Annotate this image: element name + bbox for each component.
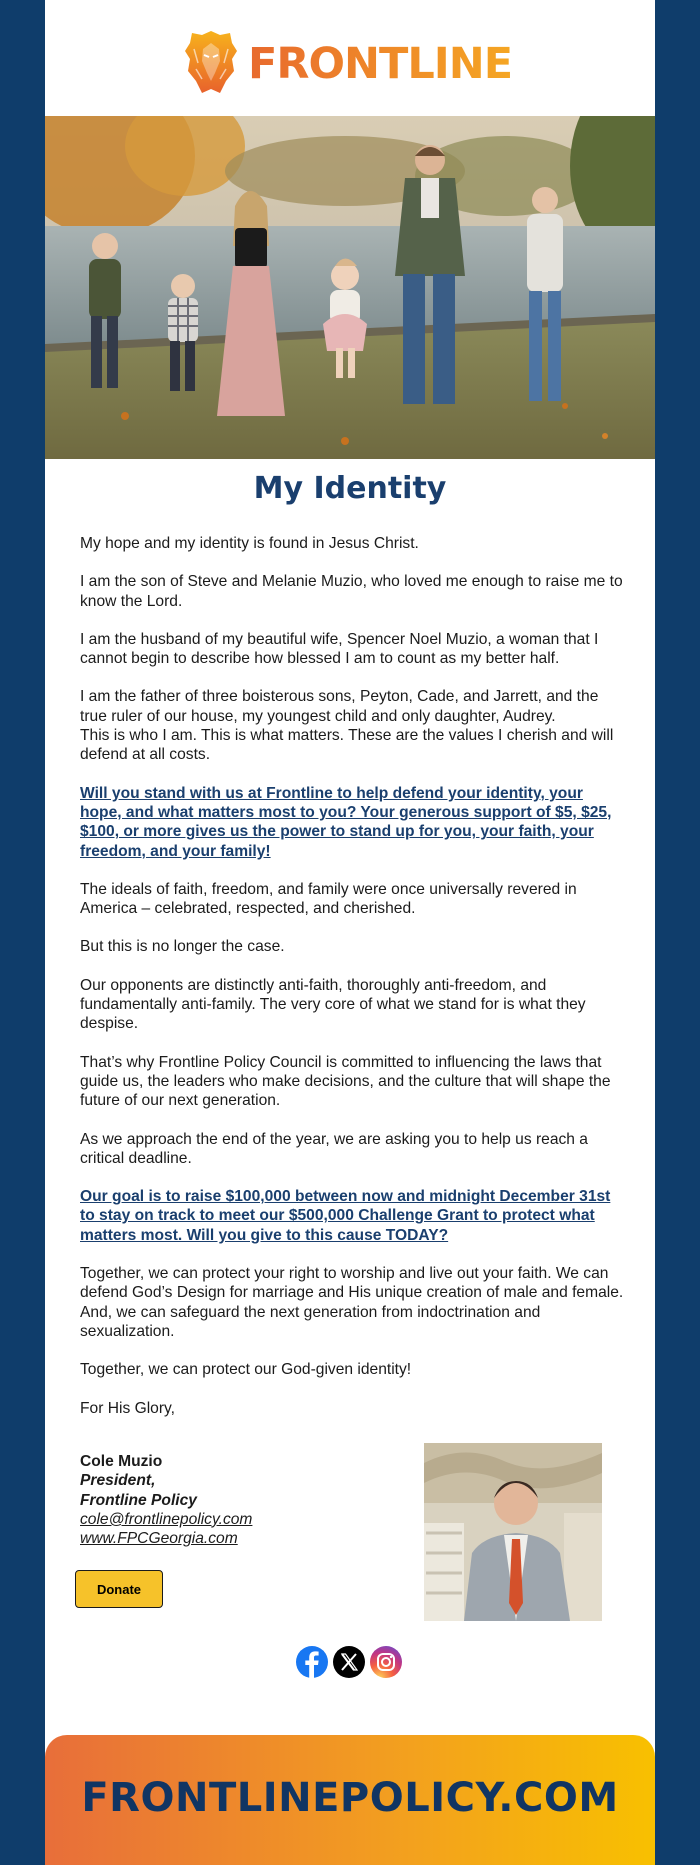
paragraph: Our opponents are distinctly anti-faith, thoroughly anti-freedom, and fundamentally anti-family. The very core of what we stand for is what they despise. (80, 976, 586, 1033)
footer-banner (45, 1735, 655, 1865)
headshot-photo (424, 1443, 602, 1621)
footer-website[interactable]: FRONTLINEPOLICY.COM (81, 1775, 619, 1821)
challenge-grant-link[interactable]: Our goal is to raise $100,000 between now and midnight December 31st to stay on track to meet our $500,000 Challenge Grant to protect what matters most. Will you give to this cause TODAY? (80, 1188, 611, 1244)
brand-name: FRONTLINE (248, 39, 513, 89)
paragraph: I am the husband of my beautiful wife, Spencer Noel Muzio, a woman that I cannot begin to describe how blessed I am to count as my better half. (80, 630, 599, 668)
letter-body (80, 534, 625, 1437)
instagram-icon[interactable] (369, 1645, 403, 1679)
page-title: My Identity (253, 471, 447, 506)
signer-org: Frontline Policy (80, 1491, 197, 1509)
cta-paragraph (80, 784, 625, 861)
email-card (45, 0, 655, 1865)
signer-name: Cole Muzio (80, 1453, 163, 1470)
paragraph: My hope and my identity is found in Jesus Christ. (80, 535, 419, 552)
cta-paragraph (80, 1187, 625, 1245)
paragraph: I am the son of Steve and Melanie Muzio, who loved me enough to raise me to know the Lord. (80, 573, 623, 610)
paragraph: As we approach the end of the year, we are asking you to help us reach a critical deadline. (80, 1130, 588, 1167)
header-logo[interactable] (45, 26, 655, 96)
paragraph: Together, we can protect our God-given identity! (80, 1361, 412, 1379)
signature-block (80, 1452, 340, 1548)
email-link[interactable]: cole@frontlinepolicy.com (80, 1510, 253, 1528)
donation-link[interactable]: Will you stand with us at Frontline to help defend your identity, your hope, and what matters most to you? Your generous support of $5, $25, $100, or more gives us the power to stand up for you, your faith, your freedom, and your family! (80, 784, 612, 860)
donate-button[interactable]: Donate (75, 1570, 163, 1608)
lion-logo-icon (184, 29, 238, 95)
website-link[interactable]: www.FPCGeorgia.com (80, 1530, 238, 1548)
closing: For His Glory, (80, 1399, 176, 1417)
x-icon[interactable] (332, 1645, 366, 1679)
social-links (295, 1645, 405, 1679)
paragraph: The ideals of faith, freedom, and family were once universally revered in America – celebrated, respected, and cherished. (80, 880, 577, 918)
facebook-icon[interactable] (295, 1645, 329, 1679)
paragraph: But this is no longer the case. (80, 938, 285, 956)
paragraph (80, 687, 625, 726)
paragraph: That’s why Frontline Policy Council is committed to influencing the laws that guide us, the leaders who make decisions, and the culture that will shape the future of our next generation. (80, 1053, 611, 1110)
paragraph-line: I am the father of three boisterous sons, Peyton, Cade, and Jarrett, and the true ruler of our house, my youngest child and only daughter, Audrey. (80, 688, 599, 725)
family-photo (45, 116, 655, 459)
paragraph: This is who I am. This is what matters. These are the values I cherish and will defend at all costs. (80, 727, 614, 764)
paragraph: Together, we can protect your right to worship and live out your faith. We can defend God’s Design for marriage and His unique creation of male and female. And, we can safeguard the next generation from indoctrination and sexualization. (80, 1265, 624, 1340)
signer-title: President, (80, 1472, 156, 1490)
